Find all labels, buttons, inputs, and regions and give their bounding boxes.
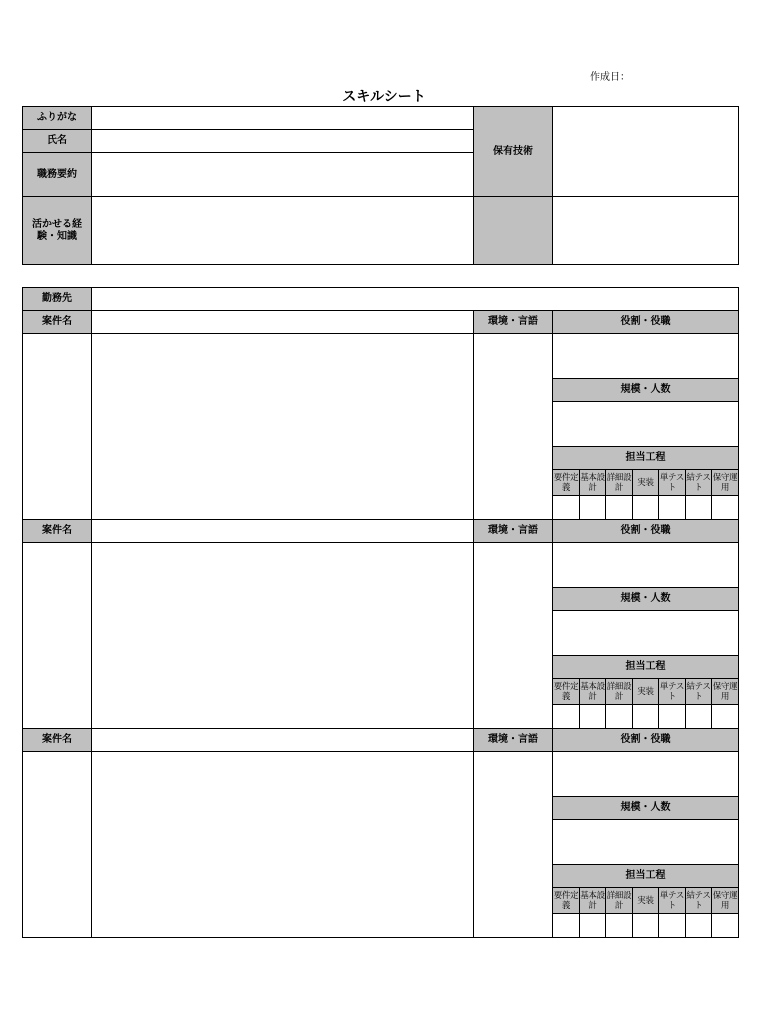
- process-item-4-label: 実装: [633, 679, 658, 704]
- process-item-7-checkbox[interactable]: [712, 914, 738, 936]
- process-item-4-label: 実装: [633, 888, 658, 913]
- process-item-6-checkbox[interactable]: [686, 705, 711, 727]
- process-item-1-label: 要件定義: [553, 470, 579, 495]
- process-item-2-label: 基本設計: [580, 470, 605, 495]
- process-item-5-checkbox[interactable]: [659, 496, 685, 518]
- scale-field[interactable]: [553, 820, 738, 864]
- skills-field[interactable]: [553, 107, 738, 196]
- process-item-5-label: 単テスト: [659, 888, 685, 913]
- process-item-2-label: 基本設計: [580, 679, 605, 704]
- process-item-7-checkbox[interactable]: [712, 705, 738, 727]
- project-name-field[interactable]: [92, 729, 473, 751]
- skills-label-extension: [474, 197, 552, 264]
- environment-field[interactable]: [474, 334, 552, 519]
- process-label: 担当工程: [553, 865, 738, 887]
- process-item-6-checkbox[interactable]: [686, 496, 711, 518]
- experience-field[interactable]: [92, 197, 473, 264]
- process-item-2-label: 基本設計: [580, 888, 605, 913]
- process-item-4-checkbox[interactable]: [633, 496, 658, 518]
- profile-table: [22, 106, 739, 265]
- environment-field[interactable]: [474, 752, 552, 937]
- process-item-3-label: 詳細設計: [606, 888, 632, 913]
- scale-field[interactable]: [553, 402, 738, 446]
- process-item-3-checkbox[interactable]: [606, 914, 632, 936]
- process-item-7-checkbox[interactable]: [712, 496, 738, 518]
- process-item-3-checkbox[interactable]: [606, 705, 632, 727]
- process-item-6-label: 結テスト: [686, 679, 711, 704]
- role-field[interactable]: [553, 543, 738, 587]
- process-item-3-label: 詳細設計: [606, 679, 632, 704]
- project-name-field[interactable]: [92, 311, 473, 333]
- role-label: 役割・役職: [553, 729, 738, 751]
- process-item-7-label: 保守運用: [712, 888, 738, 913]
- process-item-4-label: 実装: [633, 470, 658, 495]
- summary-label: 職務要約: [23, 153, 91, 196]
- furigana-label: ふりがな: [23, 107, 91, 129]
- role-label: 役割・役職: [553, 520, 738, 542]
- process-item-1-checkbox[interactable]: [553, 705, 579, 727]
- projects-table: [22, 287, 739, 938]
- process-item-4-checkbox[interactable]: [633, 705, 658, 727]
- experience-label: 活かせる経験・知識: [23, 197, 91, 264]
- environment-label: 環境・言語: [474, 311, 552, 333]
- process-label: 担当工程: [553, 656, 738, 678]
- process-item-1-checkbox[interactable]: [553, 496, 579, 518]
- summary-field[interactable]: [92, 153, 473, 196]
- process-item-2-checkbox[interactable]: [580, 914, 605, 936]
- name-field[interactable]: [92, 130, 473, 152]
- process-label: 担当工程: [553, 447, 738, 469]
- name-label: 氏名: [23, 130, 91, 152]
- process-item-5-label: 単テスト: [659, 470, 685, 495]
- project-description-field[interactable]: [92, 334, 473, 519]
- scale-label: 規模・人数: [553, 379, 738, 401]
- project-name-label: 案件名: [23, 729, 91, 751]
- project-period-field[interactable]: [23, 334, 91, 519]
- project-period-field[interactable]: [23, 752, 91, 937]
- process-item-1-label: 要件定義: [553, 888, 579, 913]
- process-item-6-label: 結テスト: [686, 470, 711, 495]
- page-title: スキルシート: [342, 89, 426, 105]
- scale-field[interactable]: [553, 611, 738, 655]
- environment-label: 環境・言語: [474, 520, 552, 542]
- role-field[interactable]: [553, 752, 738, 796]
- process-item-7-label: 保守運用: [712, 679, 738, 704]
- role-field[interactable]: [553, 334, 738, 378]
- process-item-3-checkbox[interactable]: [606, 496, 632, 518]
- process-item-6-label: 結テスト: [686, 888, 711, 913]
- process-item-1-label: 要件定義: [553, 679, 579, 704]
- project-period-field[interactable]: [23, 543, 91, 728]
- project-description-field[interactable]: [92, 543, 473, 728]
- project-name-field[interactable]: [92, 520, 473, 542]
- process-item-4-checkbox[interactable]: [633, 914, 658, 936]
- project-name-label: 案件名: [23, 520, 91, 542]
- process-item-5-label: 単テスト: [659, 679, 685, 704]
- skills-field-2[interactable]: [553, 197, 738, 264]
- role-label: 役割・役職: [553, 311, 738, 333]
- process-item-2-checkbox[interactable]: [580, 705, 605, 727]
- scale-label: 規模・人数: [553, 797, 738, 819]
- process-item-5-checkbox[interactable]: [659, 705, 685, 727]
- furigana-field[interactable]: [92, 107, 473, 129]
- project-description-field[interactable]: [92, 752, 473, 937]
- employer-field[interactable]: [92, 288, 738, 310]
- process-item-2-checkbox[interactable]: [580, 496, 605, 518]
- environment-field[interactable]: [474, 543, 552, 728]
- created-date-label: 作成日：: [590, 72, 630, 83]
- environment-label: 環境・言語: [474, 729, 552, 751]
- skills-label: 保有技術: [474, 107, 552, 196]
- process-item-6-checkbox[interactable]: [686, 914, 711, 936]
- project-name-label: 案件名: [23, 311, 91, 333]
- process-item-5-checkbox[interactable]: [659, 914, 685, 936]
- scale-label: 規模・人数: [553, 588, 738, 610]
- employer-label: 勤務先: [23, 288, 91, 310]
- process-item-1-checkbox[interactable]: [553, 914, 579, 936]
- process-item-3-label: 詳細設計: [606, 470, 632, 495]
- process-item-7-label: 保守運用: [712, 470, 738, 495]
